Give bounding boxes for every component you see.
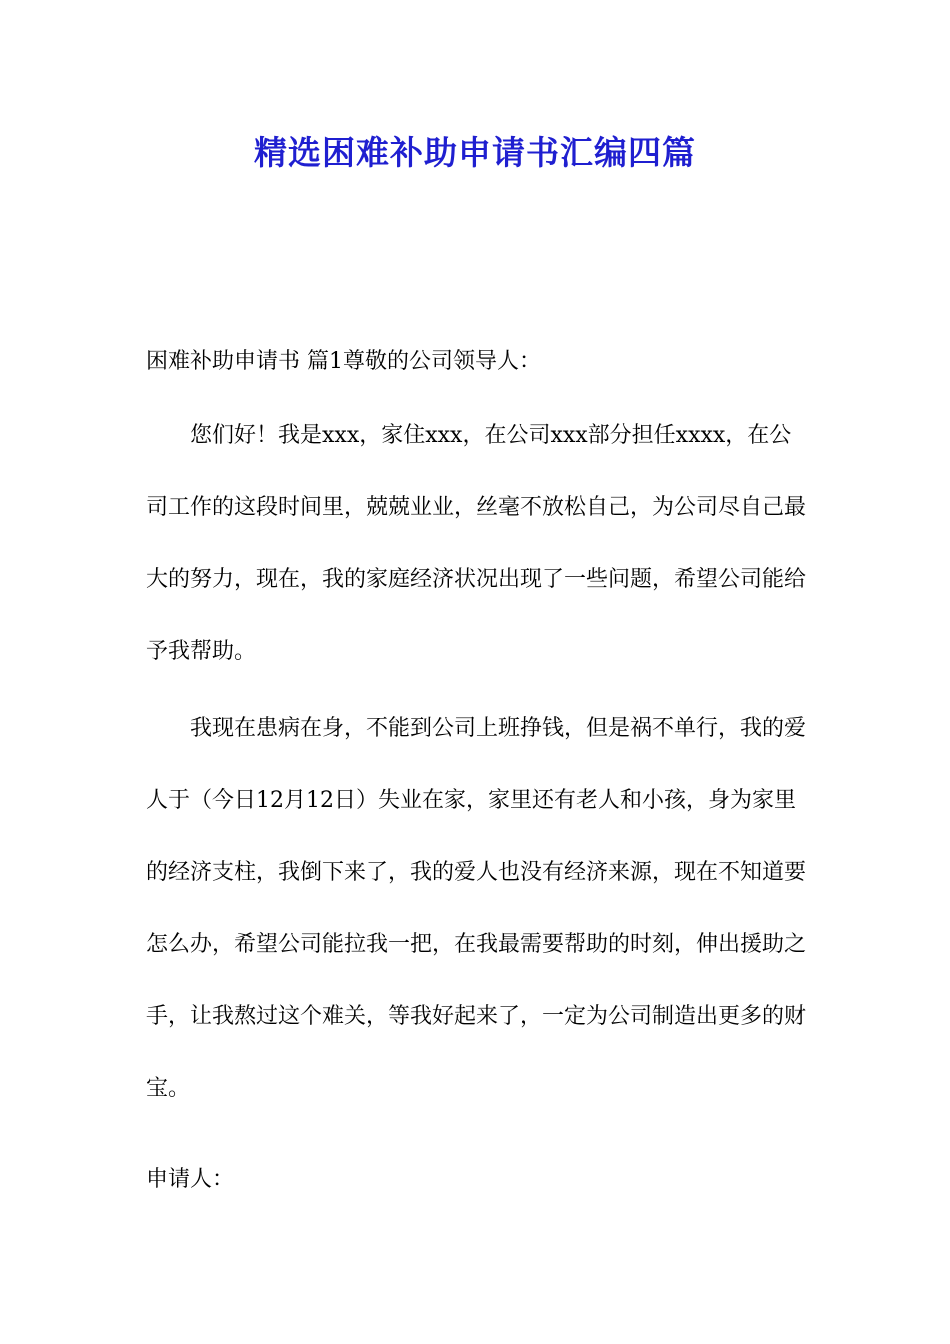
body-paragraph-2: 我现在患病在身，不能到公司上班挣钱，但是祸不单行，我的爱人于（今日12月12日）失业在家，家里还有老人和小孩，身为家里的经济支柱，我倒下来了，我的爱人也没有经济来源，现在不知道要怎么办，希望公司能拉我一把，在我最需要帮助的时刻，伸出援助之手，让我熬过这个难关，等我好起来了，一定为公司制造出更多的财宝。 [146, 716, 807, 1101]
body-paragraph-1: 您们好！我是xxx，家住xxx，在公司xxx部分担任xxxx，在公司工作的这段时间里，兢兢业业，丝毫不放松自己，为公司尽自己最大的努力，现在，我的家庭经济状况出现了一些问题，希望公司能给予我帮助。 [146, 423, 807, 664]
document-title: 精选困难补助申请书汇编四篇 [254, 133, 696, 172]
applicant-signature-label: 申请人： [146, 1167, 235, 1192]
letter-heading: 困难补助申请书 篇1尊敬的公司领导人： [146, 349, 541, 374]
